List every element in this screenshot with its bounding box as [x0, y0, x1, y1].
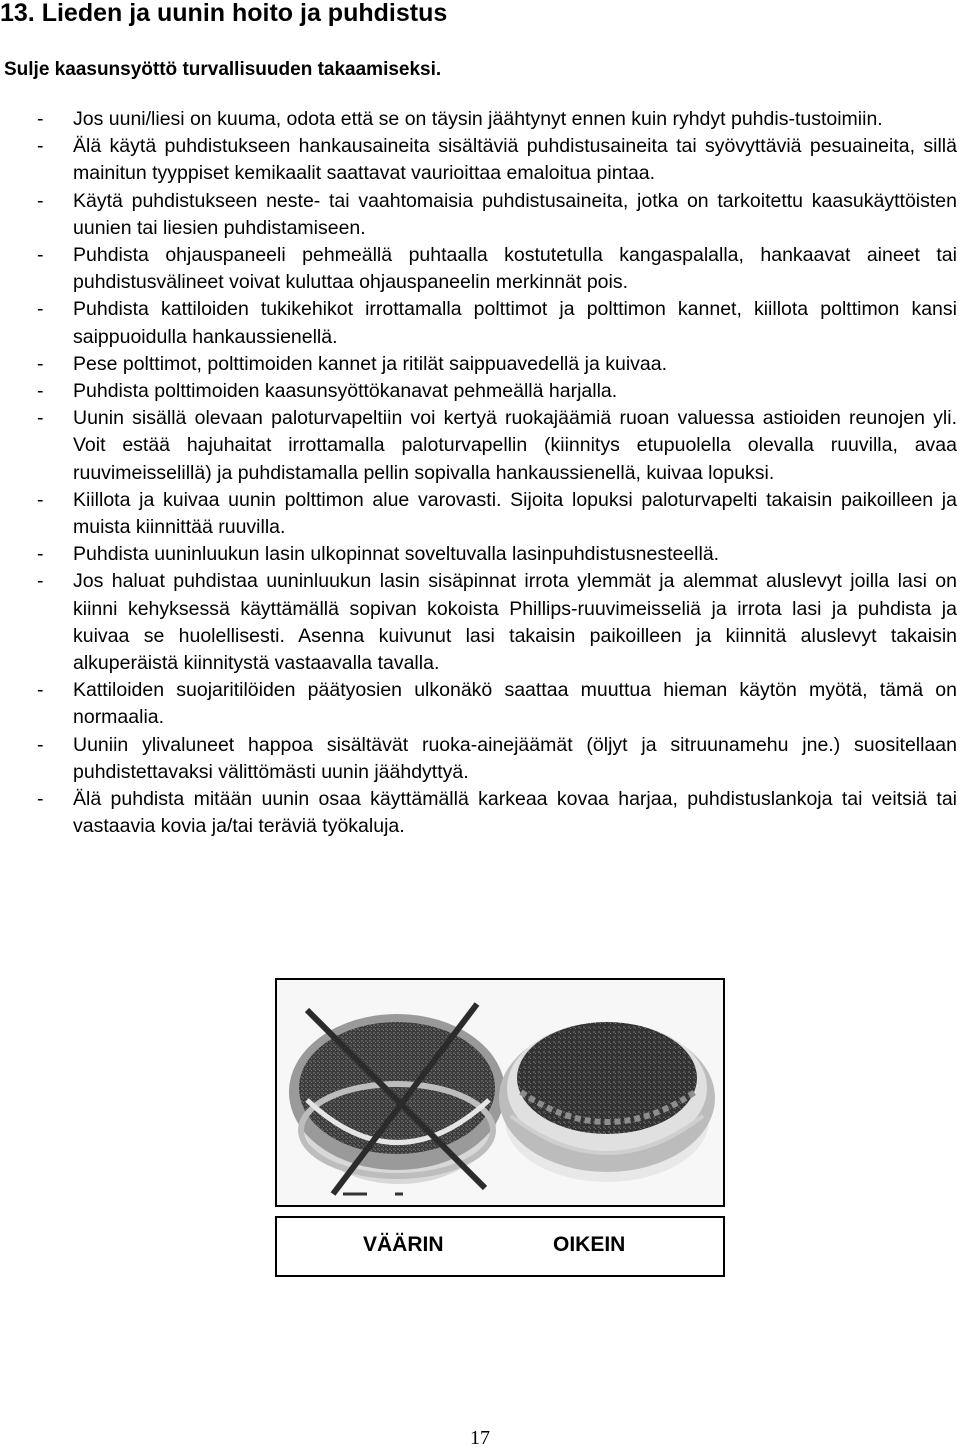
list-item: [0, 568, 960, 677]
list-item: [0, 405, 960, 487]
list-dash: -: [37, 407, 44, 430]
list-item: [0, 732, 960, 786]
list-item-text: Kattiloiden suojaritilöiden päätyosien ulkonäkö saattaa muuttua hieman käytön myötä, tämä on normaalia.: [73, 679, 957, 729]
list-item: [0, 541, 960, 568]
list-dash: -: [37, 543, 44, 566]
comparison-labels: [275, 1216, 725, 1277]
label-wrong: VÄÄRIN: [363, 1233, 444, 1256]
list-item-text: Puhdista uuninluukun lasin ulkopinnat soveltuvalla lasinpuhdistusnesteellä.: [73, 543, 720, 566]
list-dash: -: [37, 135, 44, 158]
list-item-text: Älä puhdista mitään uunin osaa käyttämällä karkeaa kovaa harjaa, puhdistuslankoja tai veitsiä tai vastaavia kovia ja/tai teräviä työkaluja.: [73, 788, 957, 838]
list-dash: -: [37, 108, 44, 130]
list-item-text: Puhdista polttimoiden kaasunsyöttökanavat pehmeällä harjalla.: [73, 380, 618, 403]
list-item: [0, 106, 960, 133]
safety-instruction: Sulje kaasunsyöttö turvallisuuden takaamiseksi.: [4, 59, 442, 80]
burner-right: [499, 1022, 715, 1182]
list-dash: -: [37, 488, 44, 511]
list-dash: -: [37, 733, 44, 756]
list-item-text: Älä käytä puhdistukseen hankausaineita sisältäviä puhdistusaineita tai syövyttäviä pesuaineita, sillä mainitun tyyppiset kemikaalit saattavat vaurioittaa emaloitua pintaa.: [73, 135, 957, 185]
list-item: [0, 487, 960, 541]
list-dash: -: [37, 788, 44, 811]
list-item-text: Puhdista ohjauspaneeli pehmeällä puhtaalla kostutetulla kangaspalalla, hankaavat aineet tai puhdistusvälineet voivat kuluttaa ohjauspaneelin merkinnät pois.: [73, 244, 957, 294]
section-title: 13. Lieden ja uunin hoito ja puhdistus: [0, 0, 448, 27]
list-item-text: Kiillota ja kuivaa uunin polttimon alue varovasti. Sijoita lopuksi paloturvapelti takaisin paikoilleen ja muista kiinnittää ruuvilla.: [73, 488, 957, 539]
list-dash: -: [37, 380, 44, 403]
list-item: [0, 296, 960, 350]
list-item-text: Käytä puhdistukseen neste- tai vaahtomaisia puhdistusaineita, jotka on tarkoitettu kaasukäyttöisten uunien tai liesien puhdistamiseen.: [73, 189, 957, 239]
page-number: 17: [470, 1427, 490, 1449]
list-item: [0, 677, 960, 731]
list-dash: -: [37, 298, 44, 321]
list-item-text: Pese polttimot, polttimoiden kannet ja ritilät saippuavedellä ja kuivaa.: [73, 352, 668, 375]
burner-caps-photo: [275, 978, 725, 1207]
burner-illustration: [277, 980, 723, 1205]
cleaning-instructions-list: [0, 106, 960, 840]
list-item: [0, 188, 960, 242]
list-item-text: Jos uuni/liesi on kuuma, odota että se on täysin jäähtynyt ennen kuin ryhdyt puhdis-tustoimiin.: [73, 108, 883, 130]
list-item-text: Puhdista kattiloiden tukikehikot irrottamalla polttimot ja polttimon kannet, kiillota polttimon kansi saippuoidulla hankaussienellä.: [73, 298, 957, 348]
list-dash: -: [37, 244, 44, 267]
list-item-text: Uuniin ylivaluneet happoa sisältävät ruoka-ainejäämät (öljyt ja sitruunamehu jne.) suositellaan puhdistettavaksi välittömästi uunin jäähdyttyä.: [73, 733, 957, 783]
list-item-text: Jos haluat puhdistaa uuninluukun lasin sisäpinnat irrota ylemmät ja alemmat aluslevyt joilla lasi on kiinni kehyksessä käyttämällä sopivan kokoista Phillips-ruuvimeisseliä ja irrota lasi ja puhdista ja kuivaa se huolellisesti. Asenna kuivunut lasi takaisin paikoilleen ja kiinnitä aluslevyt takaisin alkuperäistä kiinnitystä vastaavalla tavalla.: [73, 570, 957, 675]
list-item: [0, 378, 960, 405]
list-dash: -: [37, 570, 44, 593]
list-item: [0, 133, 960, 187]
list-item-text: Uunin sisällä olevaan paloturvapeltiin voi kertyä ruokajäämiä ruoan valuessa astioiden reunojen yli. Voit estää hajuhaitat irrottamalla paloturvapellin (kiinnitys etupuolella olevalla ruuvilla, avaa ruuvimeisselillä) ja puhdistamalla pellin sopivalla hankaussienellä, kuivaa lopuksi.: [73, 407, 957, 484]
list-dash: -: [37, 189, 44, 212]
list-item: [0, 351, 960, 378]
list-dash: -: [37, 679, 44, 702]
list-item: [0, 786, 960, 840]
label-right: OIKEIN: [553, 1233, 626, 1256]
list-item: [0, 242, 960, 296]
list-dash: -: [37, 352, 44, 375]
